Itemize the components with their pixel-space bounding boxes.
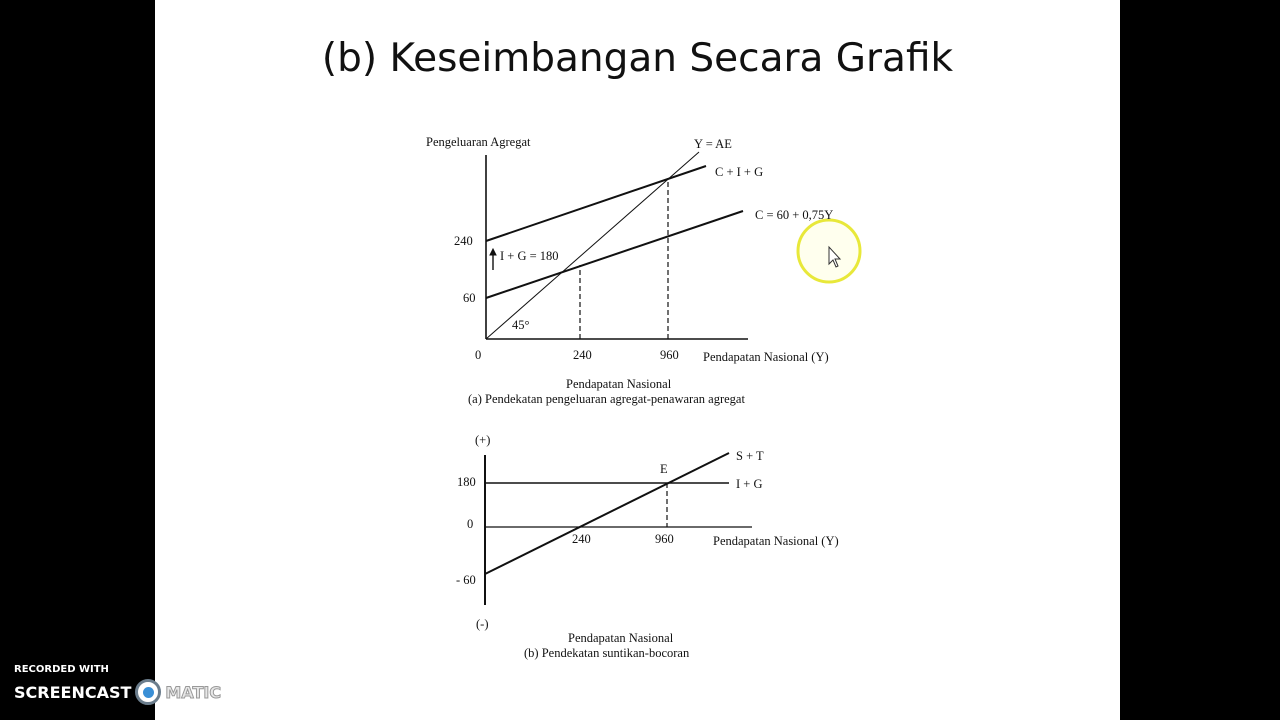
slide-title: (b) Keseimbangan Secara Grafik [321, 36, 954, 81]
watermark-line1: RECORDED WITH [14, 664, 109, 675]
y-tick-0: 0 [467, 517, 474, 531]
y-top-plus: (+) [475, 433, 491, 447]
line-cig [486, 166, 706, 241]
chart-a-caption: (a) Pendekatan pengeluaran agregat-penawaran agregat [468, 392, 745, 406]
watermark-brand-left: SCREENCAST [14, 682, 132, 702]
annotation-45: 45° [512, 318, 530, 332]
y-tick-180: 180 [457, 475, 476, 489]
label-st: S + T [736, 449, 764, 463]
chart-b-xlabel: Pendapatan Nasional (Y) [713, 534, 839, 548]
x-tick-240-b: 240 [572, 532, 591, 546]
x-tick-240: 240 [573, 348, 592, 362]
watermark-brand-right: MATIC [165, 682, 222, 702]
y-bottom-minus: (-) [476, 617, 489, 631]
screencast-watermark [14, 664, 221, 705]
label-cig: C + I + G [715, 165, 764, 179]
chart-b-caption: (b) Pendekatan suntikan-bocoran [524, 646, 690, 660]
line-45-degree [486, 152, 699, 339]
chart-a-ylabel: Pengeluaran Agregat [426, 135, 531, 149]
x-tick-960: 960 [660, 348, 679, 362]
chart-b-caption-axis: Pendapatan Nasional [568, 631, 674, 645]
label-consumption: C = 60 + 0,75Y [755, 208, 834, 222]
label-y-ae: Y = AE [694, 137, 732, 151]
screencast-logo-icon [135, 679, 161, 705]
y-tick-240: 240 [454, 234, 473, 248]
label-ig: I + G [736, 477, 763, 491]
label-e: E [660, 462, 668, 476]
x-tick-960-b: 960 [655, 532, 674, 546]
chart-a-xlabel: Pendapatan Nasional (Y) [703, 350, 829, 364]
annotation-ig-180: I + G = 180 [500, 249, 559, 263]
chart-a-caption-axis: Pendapatan Nasional [566, 377, 672, 391]
line-st [485, 453, 729, 574]
x-tick-0: 0 [475, 348, 482, 362]
up-arrow-icon [490, 249, 496, 255]
y-tick-neg60: - 60 [456, 573, 476, 587]
y-tick-60: 60 [463, 291, 476, 305]
